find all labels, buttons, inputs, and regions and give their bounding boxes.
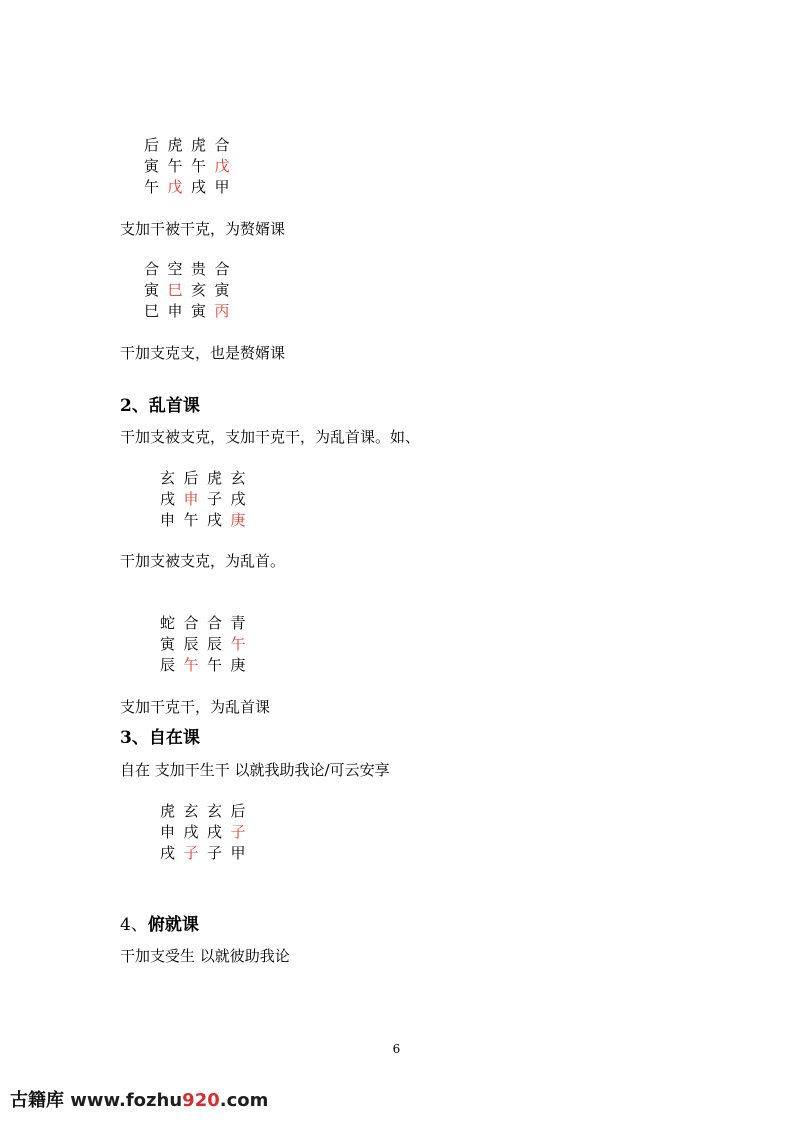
grid-cell: 辰 xyxy=(160,656,176,674)
grid-cell: 虎 xyxy=(207,469,223,487)
heading-zizai: 3、自在课 xyxy=(120,728,200,748)
grid-cell: 后 xyxy=(144,136,160,154)
grid-row xyxy=(144,259,238,280)
grid-cell: 戌 xyxy=(230,490,246,508)
grid-cell: 虎 xyxy=(191,136,207,154)
grid-cell-highlighted: 子 xyxy=(183,844,199,862)
grid-cell: 合 xyxy=(214,260,230,278)
grid-cell: 玄 xyxy=(160,469,176,487)
grid-cell-highlighted: 丙 xyxy=(214,302,230,320)
grid-row xyxy=(144,156,238,177)
paragraph-4: 干加支被支克，为乱首。 xyxy=(120,552,286,570)
footer-domain-suffix: .com xyxy=(219,1090,269,1111)
grid-row xyxy=(144,301,238,322)
grid-cell: 甲 xyxy=(214,178,230,196)
paragraph-7: 干加支受生 以就彼助我论 xyxy=(120,947,290,965)
grid-cell: 午 xyxy=(167,157,183,175)
ke-grid-1 xyxy=(144,135,238,198)
grid-row xyxy=(160,613,254,634)
page-number: 6 xyxy=(392,1042,401,1056)
grid-cell: 申 xyxy=(160,823,176,841)
footer-watermark[interactable] xyxy=(10,1088,268,1114)
grid-cell: 戌 xyxy=(160,844,176,862)
grid-cell: 青 xyxy=(230,614,246,632)
grid-cell: 后 xyxy=(230,802,246,820)
grid-cell: 辰 xyxy=(207,635,223,653)
grid-cell: 合 xyxy=(207,614,223,632)
paragraph-5: 支加干克干，为乱首课 xyxy=(120,698,271,716)
grid-cell: 虎 xyxy=(160,802,176,820)
ke-grid-3 xyxy=(160,468,254,531)
grid-row xyxy=(160,468,254,489)
grid-row xyxy=(160,822,254,843)
grid-cell: 合 xyxy=(144,260,160,278)
paragraph-6: 自在 支加干生干 以就我助我论/可云安享 xyxy=(120,761,390,779)
ke-grid-4 xyxy=(160,613,254,676)
grid-cell: 午 xyxy=(144,178,160,196)
grid-row xyxy=(160,801,254,822)
grid-cell-highlighted: 庚 xyxy=(230,511,246,529)
grid-cell-highlighted: 戊 xyxy=(167,178,183,196)
grid-cell: 寅 xyxy=(160,635,176,653)
grid-cell: 午 xyxy=(183,511,199,529)
grid-cell: 戌 xyxy=(207,511,223,529)
footer-brand: 古籍库 xyxy=(10,1090,64,1111)
grid-row xyxy=(160,843,254,864)
grid-cell: 贵 xyxy=(191,260,207,278)
grid-cell: 午 xyxy=(191,157,207,175)
heading-fujiu xyxy=(120,914,199,936)
grid-cell: 申 xyxy=(160,511,176,529)
grid-cell: 戌 xyxy=(207,823,223,841)
grid-row xyxy=(144,177,238,198)
grid-cell-highlighted: 午 xyxy=(230,635,246,653)
grid-cell: 虎 xyxy=(167,136,183,154)
grid-cell: 子 xyxy=(207,844,223,862)
grid-cell-highlighted: 巳 xyxy=(167,281,183,299)
grid-cell: 寅 xyxy=(144,281,160,299)
grid-cell: 寅 xyxy=(214,281,230,299)
grid-cell: 子 xyxy=(207,490,223,508)
grid-cell: 后 xyxy=(183,469,199,487)
footer-domain-prefix: www.fozhu xyxy=(70,1090,183,1111)
paragraph-1: 支加干被干克，为赘婿课 xyxy=(120,220,286,238)
heading-fujiu-number: 4、 xyxy=(120,915,148,935)
grid-cell: 午 xyxy=(207,656,223,674)
grid-cell: 戌 xyxy=(191,178,207,196)
grid-cell: 庚 xyxy=(230,656,246,674)
grid-cell: 玄 xyxy=(207,802,223,820)
grid-row xyxy=(144,135,238,156)
grid-cell: 申 xyxy=(167,302,183,320)
grid-cell: 玄 xyxy=(183,802,199,820)
grid-cell-highlighted: 子 xyxy=(230,823,246,841)
grid-cell-highlighted: 申 xyxy=(183,490,199,508)
grid-row xyxy=(160,510,254,531)
grid-cell: 合 xyxy=(214,136,230,154)
heading-fujiu-text: 俯就课 xyxy=(147,915,199,935)
grid-cell: 巳 xyxy=(144,302,160,320)
grid-cell: 甲 xyxy=(230,844,246,862)
grid-cell: 蛇 xyxy=(160,614,176,632)
paragraph-2: 干加支克支，也是赘婿课 xyxy=(120,344,286,362)
grid-cell-highlighted: 午 xyxy=(183,656,199,674)
grid-row xyxy=(160,655,254,676)
grid-cell: 戌 xyxy=(160,490,176,508)
grid-row xyxy=(160,634,254,655)
grid-cell: 寅 xyxy=(144,157,160,175)
grid-cell: 玄 xyxy=(230,469,246,487)
heading-luanshou: 2、乱首课 xyxy=(120,396,200,416)
grid-cell: 亥 xyxy=(191,281,207,299)
grid-cell: 辰 xyxy=(183,635,199,653)
grid-cell: 戌 xyxy=(183,823,199,841)
grid-cell: 合 xyxy=(183,614,199,632)
grid-row xyxy=(160,489,254,510)
grid-row xyxy=(144,280,238,301)
grid-cell-highlighted: 戊 xyxy=(214,157,230,175)
ke-grid-2 xyxy=(144,259,238,322)
grid-cell: 空 xyxy=(167,260,183,278)
grid-cell: 寅 xyxy=(191,302,207,320)
footer-domain-number: 920 xyxy=(182,1090,220,1111)
ke-grid-5 xyxy=(160,801,254,864)
paragraph-3: 干加支被支克，支加干克干，为乱首课。如、 xyxy=(120,428,421,446)
